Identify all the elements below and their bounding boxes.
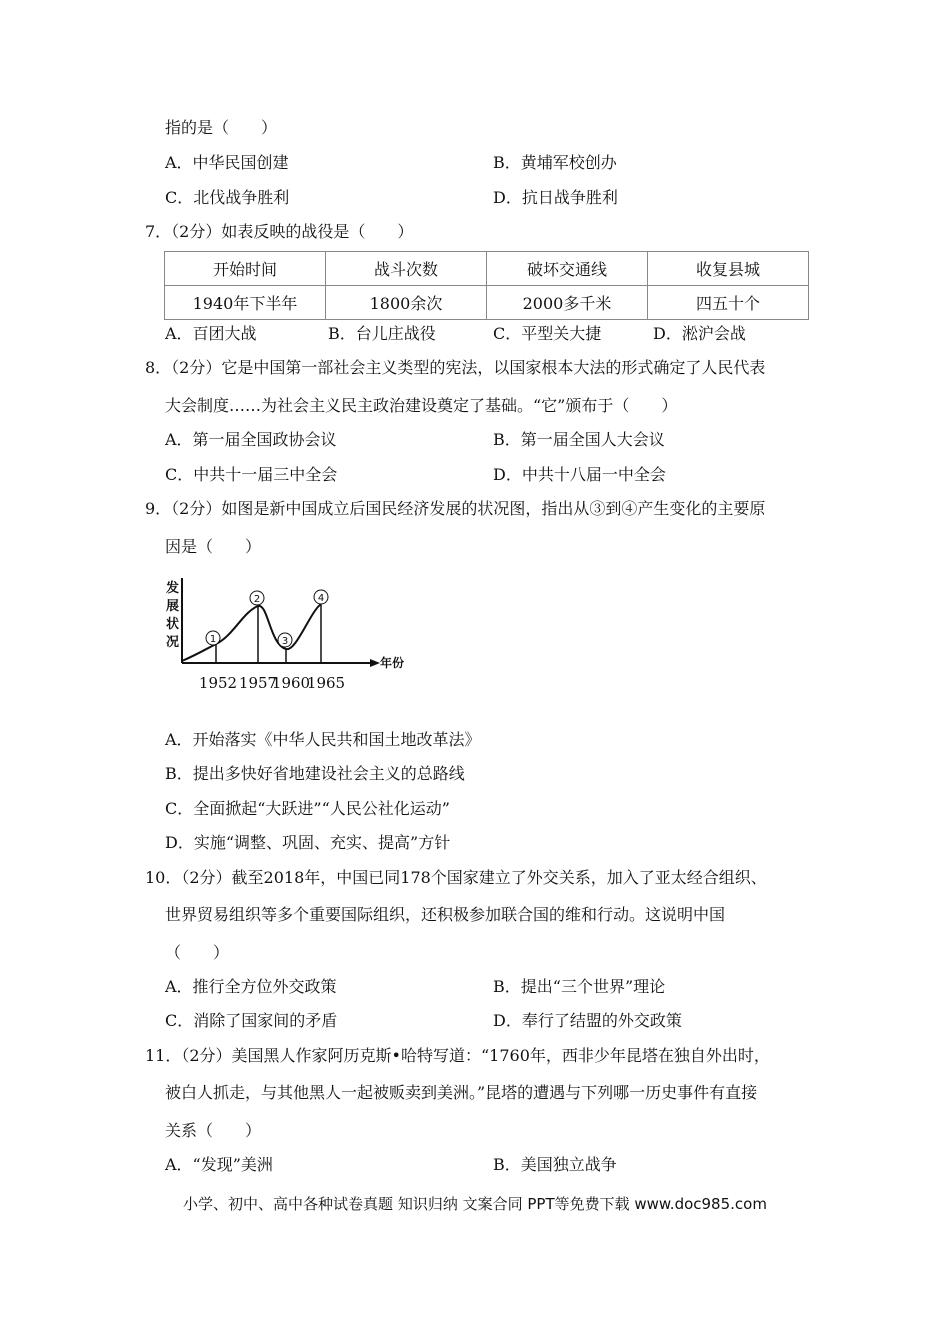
q10-stem-line2: 世界贸易组织等多个重要国际组织，还积极参加联合国的维和行动。这说明中国 xyxy=(165,905,726,924)
q11-option-b: B．美国独立战争 xyxy=(493,1155,617,1174)
y-label-char-4: 况 xyxy=(166,635,180,650)
q6-option-d: D．抗日战争胜利 xyxy=(493,188,618,207)
q9-option-b: B．提出多快好省地建设社会主义的总路线 xyxy=(165,764,465,783)
table-header-cell: 破坏交通线 xyxy=(487,252,648,286)
q7-stem: 7．（2分）如表反映的战役是（ ） xyxy=(145,222,414,241)
q11-stem-line3: 关系（ ） xyxy=(165,1121,262,1140)
q11-stem-line2: 被白人抓走，与其他黑人一起被贩卖到美洲。”昆塔的遭遇与下列哪一历史事件有直接 xyxy=(165,1083,758,1102)
q6-option-a: A．中华民国创建 xyxy=(165,153,289,172)
q8-stem-line1: 8．（2分）它是中国第一部社会主义类型的宪法，以国家根本大法的形式确定了人民代表 xyxy=(145,358,766,377)
q9-option-c: C．全面掀起“大跃进”“人民公社化运动” xyxy=(165,799,450,818)
q10-stem-line1: 10．（2分）截至2018年，中国已同178个国家建立了外交关系，加入了亚太经合组织、 xyxy=(145,868,767,887)
q9-option-d: D．实施“调整、巩固、充实、提高”方针 xyxy=(165,833,451,852)
q11-stem-line1: 11．（2分）美国黑人作家阿历克斯•哈特写道：“1760年，西非少年昆塔在独自外出时， xyxy=(145,1046,770,1065)
table-cell: 四五十个 xyxy=(648,286,809,320)
q7-option-a: A．百团大战 xyxy=(165,324,257,343)
table-row xyxy=(165,286,809,320)
economy-development-chart xyxy=(158,560,405,700)
x-tick-1952: 1952 xyxy=(198,674,238,692)
table-cell: 1940年下半年 xyxy=(165,286,326,320)
y-label-char-3: 状 xyxy=(166,617,180,632)
q7-option-c: C．平型关大捷 xyxy=(493,324,602,343)
x-axis-label: 年份 xyxy=(380,656,405,670)
q8-option-b: B．第一届全国人大会议 xyxy=(493,430,665,449)
q6-option-c: C．北伐战争胜利 xyxy=(165,188,290,207)
table-header-cell: 开始时间 xyxy=(165,252,326,286)
q8-stem-line2: 大会制度……为社会主义民主政治建设奠定了基础。“它”颁布于（ ） xyxy=(165,396,678,415)
point-label-1: 1 xyxy=(209,634,217,645)
q10-option-a: A．推行全方位外交政策 xyxy=(165,977,337,996)
q10-option-d: D．奉行了结盟的外交政策 xyxy=(493,1011,682,1030)
q8-option-a: A．第一届全国政协会议 xyxy=(165,430,337,449)
y-label-char-1: 发 xyxy=(166,581,180,596)
q10-stem-line3: （ ） xyxy=(165,943,230,962)
x-tick-1965: 1965 xyxy=(306,674,346,692)
q7-option-b: B．台儿庄战役 xyxy=(328,324,436,343)
q7-table xyxy=(164,251,809,320)
q10-option-c: C．消除了国家间的矛盾 xyxy=(165,1011,338,1030)
table-header-cell: 收复县城 xyxy=(648,252,809,286)
q9-stem-line2: 因是（ ） xyxy=(165,537,262,556)
table-header-cell: 战斗次数 xyxy=(326,252,487,286)
x-axis-arrow xyxy=(370,659,380,667)
q8-option-c: C．中共十一届三中全会 xyxy=(165,465,338,484)
q9-option-a: A．开始落实《中华人民共和国土地改革法》 xyxy=(165,730,481,749)
y-label-char-2: 展 xyxy=(166,599,180,614)
q10-option-b: B．提出“三个世界”理论 xyxy=(493,977,666,996)
q11-option-a: A．“发现”美洲 xyxy=(165,1155,273,1174)
page-footer: 小学、初中、高中各种试卷真题 知识归纳 文案合同 PPT等免费下载 www.doc985.com xyxy=(183,1195,767,1213)
q8-option-d: D．中共十八届一中全会 xyxy=(493,465,666,484)
x-tick-1957: 1957 xyxy=(238,674,278,692)
point-label-4: 4 xyxy=(317,593,325,604)
q7-option-d: D．淞沪会战 xyxy=(653,324,746,343)
table-header-row xyxy=(165,252,809,286)
table-cell: 1800余次 xyxy=(326,286,487,320)
x-tick-1960: 1960 xyxy=(271,674,311,692)
table-cell: 2000多千米 xyxy=(487,286,648,320)
q6-stem-tail: 指的是（ ） xyxy=(165,118,278,137)
development-curve xyxy=(182,604,321,661)
q9-stem-line1: 9．（2分）如图是新中国成立后国民经济发展的状况图，指出从③到④产生变化的主要原 xyxy=(145,499,766,518)
point-label-3: 3 xyxy=(281,636,289,647)
point-label-2: 2 xyxy=(253,594,261,605)
q6-option-b: B．黄埔军校创办 xyxy=(493,153,617,172)
